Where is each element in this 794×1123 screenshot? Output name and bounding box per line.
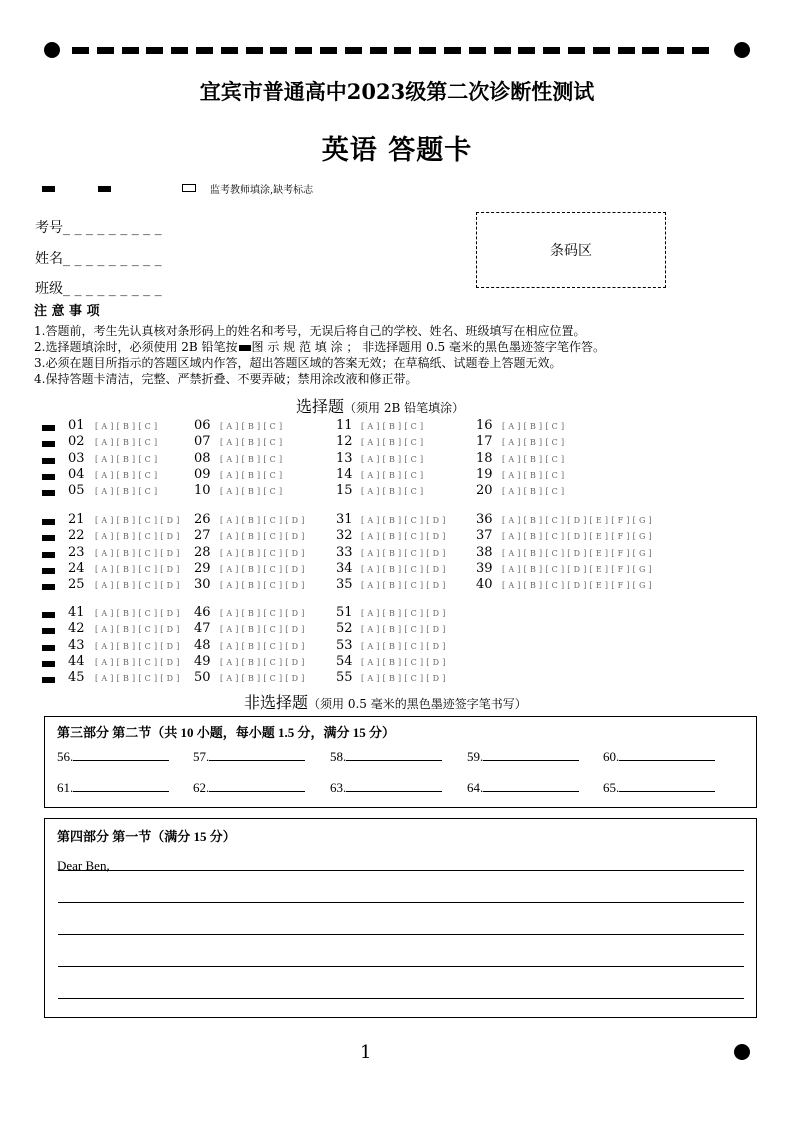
part3-title: 第三部分 第二节（共 10 小题，每小题 1.5 分，满分 15 分） xyxy=(57,725,396,740)
timing-dash xyxy=(518,47,535,54)
blank-number: 64. xyxy=(467,780,484,795)
field-label: 班级 xyxy=(35,281,63,297)
blank-line[interactable] xyxy=(619,749,715,761)
question-number: 05 xyxy=(68,483,85,499)
timing-dash xyxy=(444,47,461,54)
note-text: 2.选择题填涂时，必须使用 2B 铅笔按 xyxy=(34,340,238,354)
question-number: 33 xyxy=(336,544,353,560)
question-number: 48 xyxy=(194,637,211,653)
question-number: 51 xyxy=(336,605,353,620)
answer-blank-58[interactable] xyxy=(330,749,442,765)
answer-blank-61[interactable] xyxy=(57,780,169,796)
row-timing-mark xyxy=(42,490,55,496)
answer-options[interactable]: [A][B][C][D] xyxy=(361,641,449,651)
fill-sample-icon xyxy=(239,345,251,351)
part3-box xyxy=(44,716,757,808)
answer-options[interactable]: [A][B][C][D] xyxy=(95,609,183,618)
question-number: 27 xyxy=(194,528,211,544)
question-number: 37 xyxy=(476,528,493,544)
choice-heading xyxy=(296,394,464,417)
question-number: 46 xyxy=(194,605,211,620)
timing-dash xyxy=(667,47,684,54)
answer-options[interactable]: [A][B][C][D] xyxy=(361,564,449,574)
blank-line[interactable] xyxy=(209,749,305,761)
position-mark xyxy=(42,186,55,192)
timing-dash xyxy=(171,47,188,54)
row-timing-mark xyxy=(42,584,55,590)
answer-options[interactable]: [A][B][C] xyxy=(502,454,568,464)
answer-options[interactable]: [A][B][C][D] xyxy=(220,548,308,558)
question-number: 26 xyxy=(194,512,211,527)
answer-options[interactable]: [A][B][C] xyxy=(95,438,161,448)
question-number: 39 xyxy=(476,560,493,576)
blank-number: 56. xyxy=(57,749,74,764)
blank-line[interactable] xyxy=(483,749,579,761)
question-number: 44 xyxy=(68,653,85,669)
answer-options[interactable]: [A][B][C] xyxy=(502,487,568,497)
row-timing-mark xyxy=(42,677,55,683)
question-number: 18 xyxy=(476,450,493,466)
timing-dash xyxy=(97,47,114,54)
answer-options[interactable]: [A][B][C] xyxy=(502,422,568,431)
timing-dash xyxy=(196,47,213,54)
question-number: 40 xyxy=(476,577,493,593)
answer-options[interactable]: [A][B][C][D] xyxy=(220,532,308,542)
question-number: 34 xyxy=(336,560,353,576)
blank-line[interactable] xyxy=(619,780,715,792)
question-number: 31 xyxy=(336,512,353,527)
row-timing-mark xyxy=(42,519,55,525)
blank-line[interactable] xyxy=(346,780,442,792)
answer-options[interactable]: [A][B][C][D] xyxy=(361,657,449,667)
answer-options[interactable]: [A][B][C][D][E][F][G] xyxy=(502,516,655,525)
row-timing-mark xyxy=(42,552,55,558)
timing-dash xyxy=(419,47,436,54)
answer-options[interactable]: [A][B][C][D][E][F][G] xyxy=(502,564,655,574)
answer-options[interactable]: [A][B][C][D] xyxy=(220,609,308,618)
field-blank: _ _ _ _ _ _ _ _ _ xyxy=(63,220,162,236)
question-number: 45 xyxy=(68,670,85,686)
sheet-title: 英语 答题卡 xyxy=(321,135,473,166)
question-number: 03 xyxy=(68,450,85,466)
field-label: 姓名 xyxy=(35,251,63,267)
answer-blank-64[interactable] xyxy=(467,780,579,796)
part4-box xyxy=(44,818,757,1018)
question-number: 17 xyxy=(476,434,493,450)
answer-options[interactable]: [A][B][C][D] xyxy=(95,564,183,574)
question-number: 36 xyxy=(476,512,493,527)
writing-line[interactable] xyxy=(58,870,744,871)
question-number: 30 xyxy=(194,577,211,593)
row-timing-mark xyxy=(42,628,55,634)
question-number: 01 xyxy=(68,418,85,433)
question-number: 29 xyxy=(194,560,211,576)
heading-note: （须用 2B 铅笔填涂） xyxy=(344,401,465,415)
exam-number-field[interactable] xyxy=(35,217,162,237)
answer-blank-59[interactable] xyxy=(467,749,579,765)
field-label: 考号 xyxy=(35,220,63,236)
blank-number: 61. xyxy=(57,780,74,795)
answer-options[interactable]: [A][B][C] xyxy=(361,487,427,497)
question-number: 08 xyxy=(194,450,211,466)
answer-options[interactable]: [A][B][C] xyxy=(95,454,161,464)
row-timing-mark xyxy=(42,661,55,667)
question-number: 02 xyxy=(68,434,85,450)
timing-dash xyxy=(122,47,139,54)
blank-number: 65. xyxy=(603,780,620,795)
row-timing-mark xyxy=(42,425,55,431)
answer-options[interactable]: [A][B][C][D] xyxy=(95,516,183,525)
exam-title: 宜宾市普通高中2023级第二次诊断性测试 xyxy=(199,79,595,104)
answer-blank-57[interactable] xyxy=(193,749,305,765)
question-number: 55 xyxy=(336,670,353,686)
timing-dash xyxy=(270,47,287,54)
question-number: 28 xyxy=(194,544,211,560)
answer-options[interactable]: [A][B][C][D] xyxy=(361,516,449,525)
class-field[interactable] xyxy=(35,278,162,298)
question-number: 12 xyxy=(336,434,353,450)
question-number: 04 xyxy=(68,466,85,482)
answer-options[interactable]: [A][B][C][D] xyxy=(361,532,449,542)
page-number: 1 xyxy=(360,1042,372,1063)
answer-options[interactable]: [A][B][C] xyxy=(220,454,286,464)
row-timing-mark xyxy=(42,458,55,464)
nonchoice-heading xyxy=(244,690,527,713)
answer-options[interactable]: [A][B][C][D][E][F][G] xyxy=(502,581,655,591)
answer-options[interactable]: [A][B][C][D] xyxy=(361,609,449,618)
question-number: 20 xyxy=(476,483,493,499)
timing-dash xyxy=(370,47,387,54)
heading-text: 选择题 xyxy=(296,397,345,416)
note-item: 1.答题前，考生先认真核对条形码上的姓名和考号，无误后将自己的学校、姓名、班级填写在相应位置。 xyxy=(34,324,586,338)
question-number: 41 xyxy=(68,605,85,620)
question-number: 35 xyxy=(336,577,353,593)
question-number: 49 xyxy=(194,653,211,669)
question-number: 42 xyxy=(68,621,85,637)
writing-line[interactable] xyxy=(58,998,744,999)
notes-title: 注 意 事 项 xyxy=(34,304,100,319)
timing-dash xyxy=(246,47,263,54)
answer-options[interactable]: [A][B][C][D][E][F][G] xyxy=(502,532,655,542)
answer-options[interactable]: [A][B][C] xyxy=(361,438,427,448)
answer-options[interactable]: [A][B][C][D] xyxy=(95,625,183,635)
barcode-area xyxy=(476,212,666,288)
timing-dash xyxy=(618,47,635,54)
timing-dash xyxy=(221,47,238,54)
answer-options[interactable]: [A][B][C] xyxy=(220,470,286,480)
blank-line[interactable] xyxy=(73,749,169,761)
blank-number: 60. xyxy=(603,749,620,764)
blank-number: 57. xyxy=(193,749,210,764)
answer-options[interactable]: [A][B][C] xyxy=(502,438,568,448)
answer-options[interactable]: [A][B][C][D] xyxy=(361,548,449,558)
letter-greeting: Dear Ben, xyxy=(57,858,110,873)
answer-options[interactable]: [A][B][C][D] xyxy=(220,674,308,684)
answer-options[interactable]: [A][B][C][D][E][F][G] xyxy=(502,548,655,558)
question-number: 06 xyxy=(194,418,211,433)
field-blank: _ _ _ _ _ _ _ _ _ xyxy=(63,251,162,267)
row-timing-mark xyxy=(42,568,55,574)
question-number: 32 xyxy=(336,528,353,544)
answer-options[interactable]: [A][B][C] xyxy=(220,487,286,497)
answer-options[interactable]: [A][B][C] xyxy=(502,470,568,480)
blank-line[interactable] xyxy=(73,780,169,792)
name-field[interactable] xyxy=(35,248,162,268)
writing-line[interactable] xyxy=(58,934,744,935)
part4-title: 第四部分 第一节（满分 15 分） xyxy=(57,829,236,844)
timing-dash xyxy=(320,47,337,54)
question-number: 52 xyxy=(336,621,353,637)
position-mark xyxy=(98,186,111,192)
answer-options[interactable]: [A][B][C][D] xyxy=(220,516,308,525)
timing-dash xyxy=(295,47,312,54)
question-number: 23 xyxy=(68,544,85,560)
timing-dash xyxy=(469,47,486,54)
answer-options[interactable]: [A][B][C][D] xyxy=(361,674,449,684)
question-number: 16 xyxy=(476,418,493,433)
row-timing-mark xyxy=(42,645,55,651)
question-number: 09 xyxy=(194,466,211,482)
answer-options[interactable]: [A][B][C][D] xyxy=(361,625,449,635)
answer-options[interactable]: [A][B][C] xyxy=(95,487,161,497)
question-number: 21 xyxy=(68,512,85,527)
question-number: 13 xyxy=(336,450,353,466)
question-number: 43 xyxy=(68,637,85,653)
timing-dash xyxy=(593,47,610,54)
answer-options[interactable]: [A][B][C] xyxy=(361,454,427,464)
answer-options[interactable]: [A][B][C] xyxy=(95,422,161,431)
answer-options[interactable]: [A][B][C] xyxy=(220,422,286,431)
answer-blank-65[interactable] xyxy=(603,780,715,796)
timing-dash xyxy=(394,47,411,54)
timing-dash xyxy=(543,47,560,54)
question-number: 53 xyxy=(336,637,353,653)
note-text: 图 示 规 范 填 涂 ； 非选择题用 0.5 毫米的黑色墨迹签字笔作答。 xyxy=(251,340,605,354)
blank-line[interactable] xyxy=(209,780,305,792)
field-blank: _ _ _ _ _ _ _ _ _ xyxy=(63,281,162,297)
answer-options[interactable]: [A][B][C] xyxy=(220,438,286,448)
row-timing-mark xyxy=(42,474,55,480)
answer-options[interactable]: [A][B][C][D] xyxy=(95,532,183,542)
note-item: 4.保持答题卡清洁，完整、严禁折叠、不要弄破；禁用涂改液和修正带。 xyxy=(34,372,418,386)
row-timing-mark xyxy=(42,535,55,541)
answer-blank-60[interactable] xyxy=(603,749,715,765)
answer-options[interactable]: [A][B][C] xyxy=(361,470,427,480)
timing-dash xyxy=(568,47,585,54)
question-number: 47 xyxy=(194,621,211,637)
answer-options[interactable]: [A][B][C][D] xyxy=(95,548,183,558)
blank-number: 63. xyxy=(330,780,347,795)
heading-note: （须用 0.5 毫米的黑色墨迹签字笔书写） xyxy=(308,697,527,711)
writing-line[interactable] xyxy=(58,902,744,903)
question-number: 22 xyxy=(68,528,85,544)
answer-options[interactable]: [A][B][C][D] xyxy=(95,657,183,667)
answer-options[interactable]: [A][B][C][D] xyxy=(361,581,449,591)
blank-number: 62. xyxy=(193,780,210,795)
timing-dash xyxy=(345,47,362,54)
blank-number: 59. xyxy=(467,749,484,764)
question-number: 38 xyxy=(476,544,493,560)
timing-dash xyxy=(692,47,709,54)
absent-checkbox[interactable] xyxy=(182,184,196,192)
answer-options[interactable]: [A][B][C][D] xyxy=(220,641,308,651)
registration-dot xyxy=(734,1044,750,1060)
registration-dot xyxy=(44,42,60,58)
answer-blank-63[interactable] xyxy=(330,780,442,796)
question-number: 24 xyxy=(68,560,85,576)
question-number: 19 xyxy=(476,466,493,482)
absent-label: 监考教师填涂,缺考标志 xyxy=(210,185,314,196)
answer-options[interactable]: [A][B][C][D] xyxy=(95,581,183,591)
note-item xyxy=(34,339,605,355)
question-number: 11 xyxy=(336,418,353,433)
question-number: 54 xyxy=(336,653,353,669)
answer-options[interactable]: [A][B][C] xyxy=(95,470,161,480)
answer-options[interactable]: [A][B][C] xyxy=(361,422,427,431)
answer-options[interactable]: [A][B][C][D] xyxy=(95,674,183,684)
timing-dash xyxy=(72,47,89,54)
answer-options[interactable]: [A][B][C][D] xyxy=(220,581,308,591)
heading-text: 非选择题 xyxy=(244,693,309,712)
question-number: 25 xyxy=(68,577,85,593)
question-number: 50 xyxy=(194,670,211,686)
barcode-label: 条码区 xyxy=(550,243,592,259)
timing-dash xyxy=(494,47,511,54)
row-timing-mark xyxy=(42,441,55,447)
registration-dot xyxy=(734,42,750,58)
blank-line[interactable] xyxy=(483,780,579,792)
writing-line[interactable] xyxy=(58,966,744,967)
answer-blank-56[interactable] xyxy=(57,749,169,765)
answer-options[interactable]: [A][B][C][D] xyxy=(220,657,308,667)
note-item: 3.必须在题目所指示的答题区域内作答，超出答题区域的答案无效；在草稿纸、试题卷上答题无效。 xyxy=(34,356,562,370)
timing-dash xyxy=(642,47,659,54)
question-number: 15 xyxy=(336,483,353,499)
blank-number: 58. xyxy=(330,749,347,764)
answer-options[interactable]: [A][B][C][D] xyxy=(95,641,183,651)
timing-dash xyxy=(146,47,163,54)
row-timing-mark xyxy=(42,612,55,618)
question-number: 10 xyxy=(194,483,211,499)
blank-line[interactable] xyxy=(346,749,442,761)
answer-options[interactable]: [A][B][C][D] xyxy=(220,564,308,574)
answer-blank-62[interactable] xyxy=(193,780,305,796)
answer-options[interactable]: [A][B][C][D] xyxy=(220,625,308,635)
question-number: 14 xyxy=(336,466,353,482)
question-number: 07 xyxy=(194,434,211,450)
